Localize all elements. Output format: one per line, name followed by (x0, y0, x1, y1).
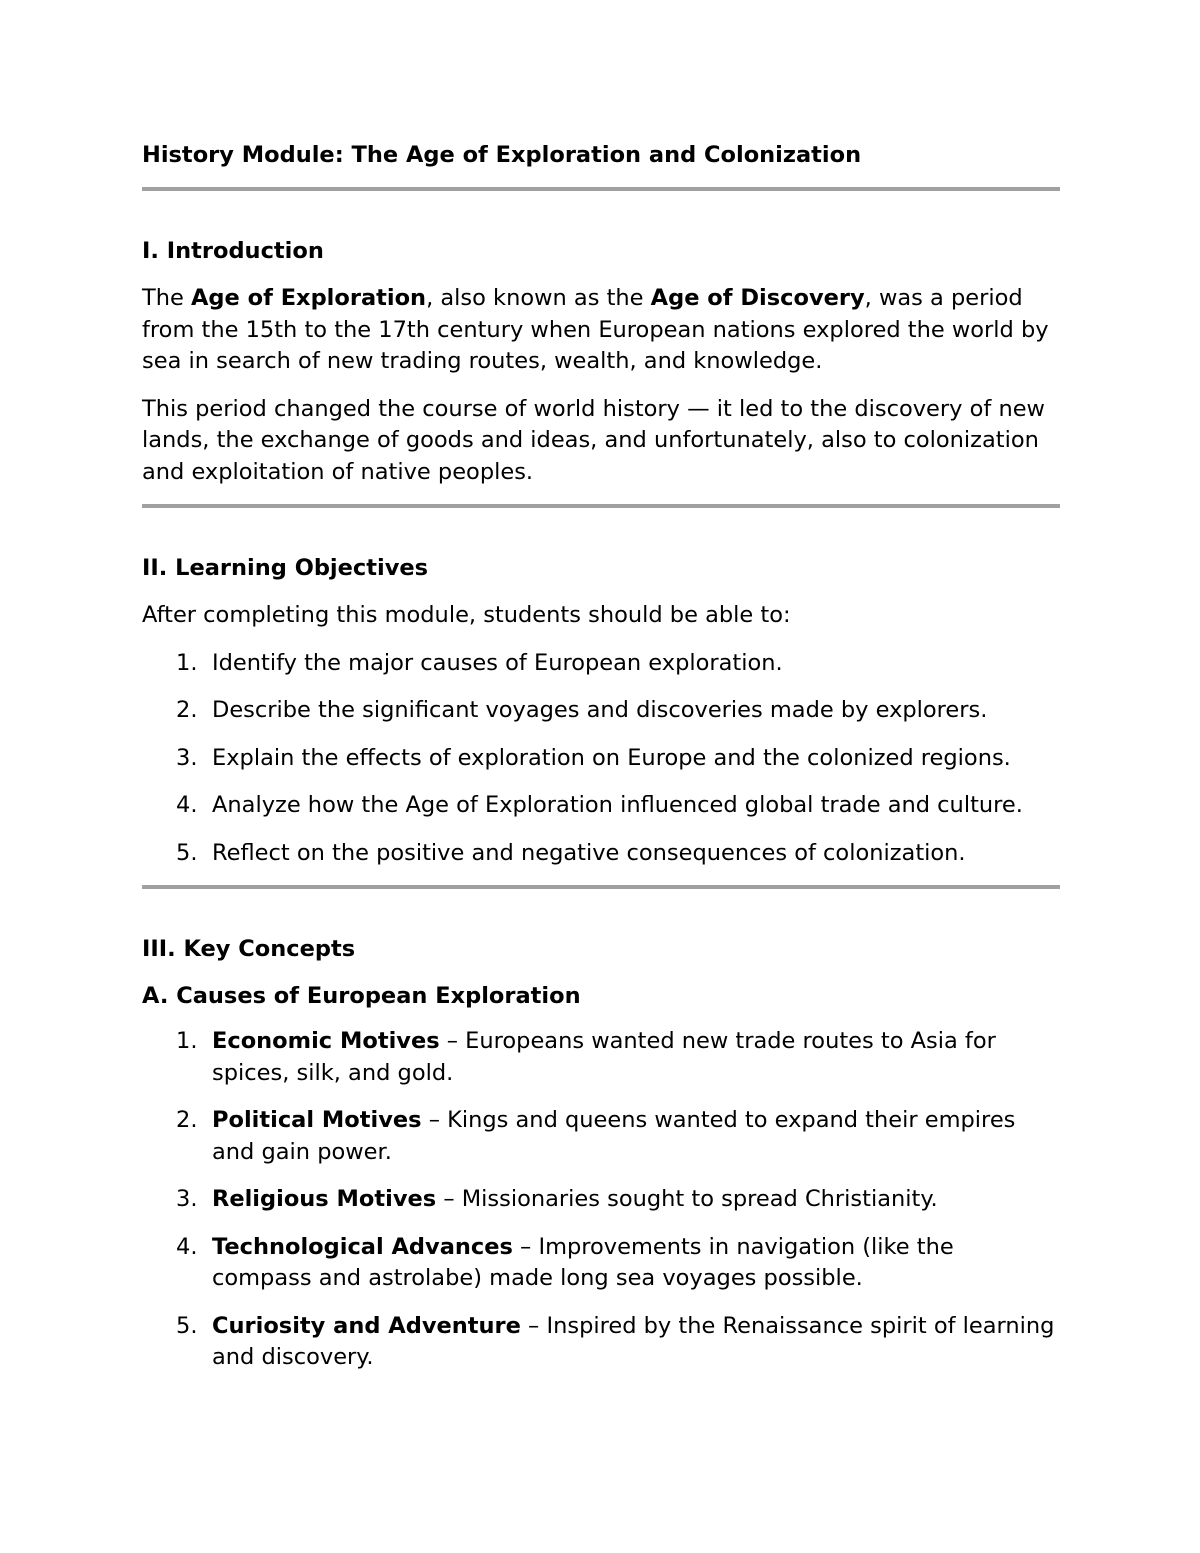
intro-heading: I. Introduction (142, 238, 324, 264)
objectives-list (142, 648, 1060, 870)
list-number: 1. (176, 649, 198, 676)
objective-text: Describe the significant voyages and discoveries made by explorers. (212, 697, 988, 723)
term-age-of-exploration: Age of Exploration (191, 285, 427, 311)
section-divider (142, 187, 1060, 191)
objective-item (142, 695, 1060, 727)
list-number: 5. (176, 839, 198, 866)
cause-item (142, 1105, 1060, 1168)
key-concepts-heading: III. Key Concepts (142, 936, 356, 962)
objective-item (142, 790, 1060, 822)
list-number: 3. (176, 744, 198, 771)
objective-text: Analyze how the Age of Exploration influenced global trade and culture. (212, 792, 1023, 818)
objective-item (142, 648, 1060, 680)
cause-item (142, 1232, 1060, 1295)
cause-term: Technological Advances (212, 1233, 513, 1260)
causes-subheading: A. Causes of European Exploration (142, 983, 581, 1009)
list-number: 1. (176, 1028, 198, 1054)
cause-item (142, 1311, 1060, 1374)
cause-item (142, 1184, 1060, 1216)
objective-item (142, 743, 1060, 775)
cause-item (142, 1026, 1060, 1089)
objectives-heading: II. Learning Objectives (142, 555, 429, 581)
objectives-lead: After completing this module, students should be able to: (142, 602, 791, 628)
causes-list (142, 1026, 1060, 1374)
list-number: 4. (176, 1233, 198, 1260)
objective-text: Identify the major causes of European exploration. (212, 649, 783, 676)
intro-paragraph-1: The Age of Exploration, also known as the Age of Discovery, was a period from the 15th to the 17th century when European nations explored the world by sea in search of new trading routes, wealth, and knowledge. (142, 285, 1049, 374)
list-number: 2. (176, 697, 198, 723)
cause-term: Curiosity and Adventure (212, 1312, 521, 1339)
objective-item (142, 838, 1060, 870)
objective-text: Explain the effects of exploration on Europe and the colonized regions. (212, 744, 1011, 771)
section-divider (142, 885, 1060, 889)
list-number: 3. (176, 1186, 198, 1212)
objective-text: Reflect on the positive and negative consequences of colonization. (212, 839, 966, 866)
cause-description: – Inspired by the Renaissance spirit of learning and discovery. (212, 1312, 1055, 1370)
cause-term: Economic Motives (212, 1028, 440, 1054)
cause-term: Political Motives (212, 1107, 422, 1133)
cause-description: – Improvements in navigation (like the compass and astrolabe) made long sea voyages possible. (212, 1233, 954, 1291)
cause-description: – Missionaries sought to spread Christianity. (436, 1186, 938, 1212)
cause-description: – Europeans wanted new trade routes to Asia for spices, silk, and gold. (212, 1028, 996, 1086)
cause-description: – Kings and queens wanted to expand their empires and gain power. (212, 1107, 1016, 1165)
term-age-of-discovery: Age of Discovery (650, 285, 865, 311)
document-title: History Module: The Age of Exploration and Colonization (142, 142, 862, 168)
intro-paragraph-2: This period changed the course of world history — it led to the discovery of new lands, the exchange of goods and ideas, and unfortunately, also to colonization and exploitation of native peoples. (142, 395, 1045, 485)
cause-term: Religious Motives (212, 1186, 437, 1212)
document-content (142, 138, 1060, 1374)
list-number: 5. (176, 1312, 198, 1339)
list-number: 2. (176, 1107, 198, 1133)
section-divider (142, 504, 1060, 508)
list-number: 4. (176, 792, 198, 818)
